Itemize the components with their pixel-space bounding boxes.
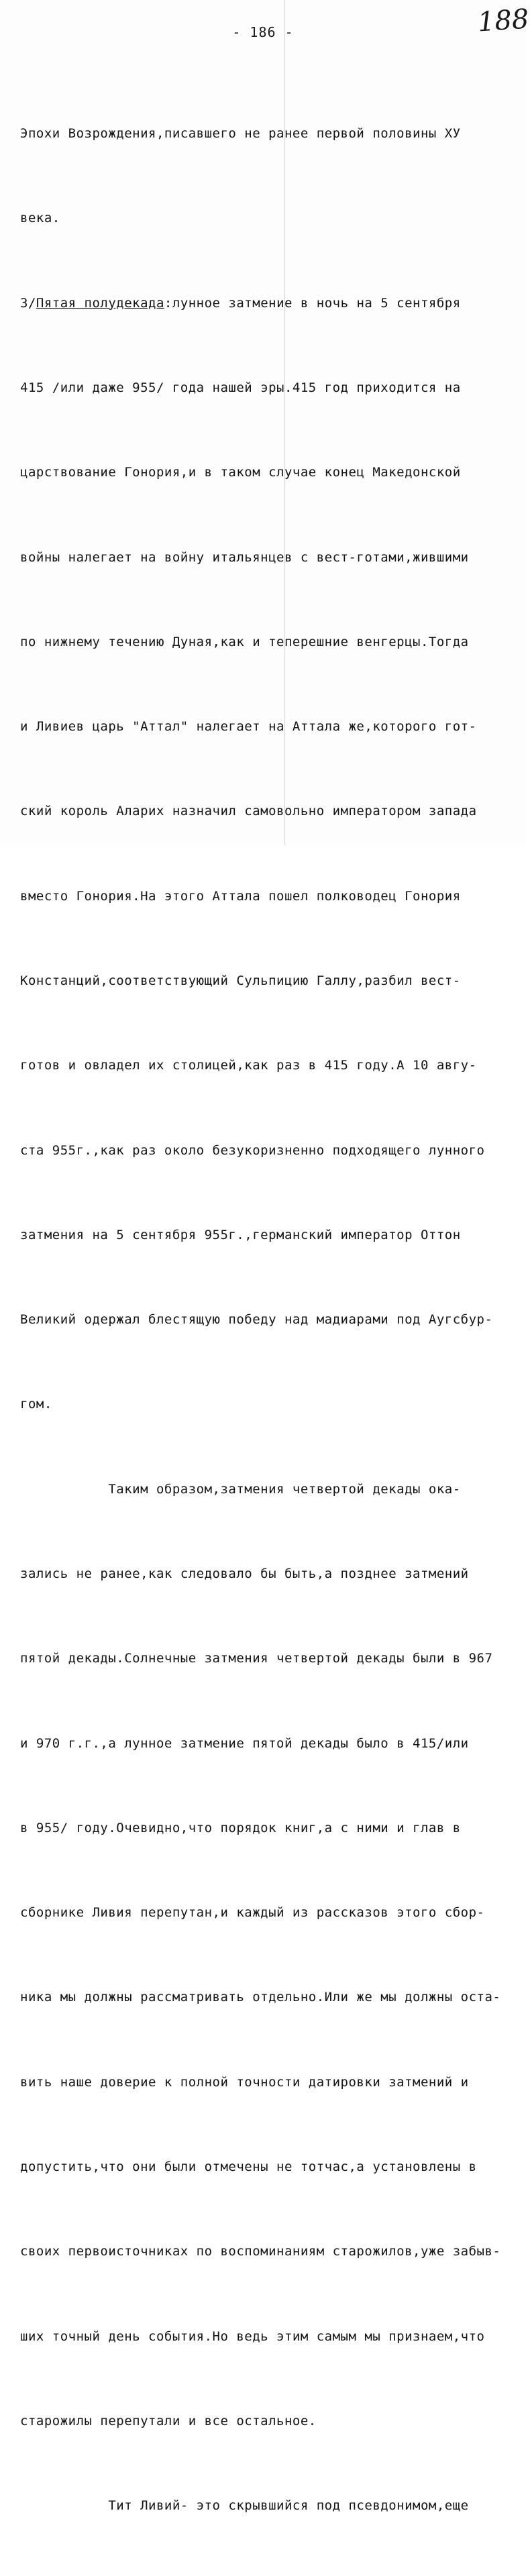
- body-text: [20, 63, 525, 2576]
- text-line: века.: [20, 211, 60, 226]
- text-line: и 970 г.г.,а лунное затмение пятой декады было в 415/или: [20, 1735, 469, 1751]
- text-line: войны налегает на войну итальянцев с вест-готами,жившими: [20, 549, 469, 565]
- section-heading: Пятая полудекада: [36, 295, 164, 311]
- text-line: по нижнему течению Дуная,как и теперешние венгерцы.Тогда: [20, 634, 469, 649]
- section-text: :лунное затмение в ночь на 5 сентября: [164, 295, 461, 311]
- text-line: готов и овладел их столицей,как раз в 415 году.А 10 авгу-: [20, 1058, 477, 1073]
- text-line: затмения на 5 сентября 955г.,германский император Оттон: [20, 1227, 461, 1242]
- text-line: старожилы перепутали и все остальное.: [20, 2413, 317, 2428]
- text-line: пятой декады.Солнечные затмения четвертой декады были в 967: [20, 1651, 493, 1666]
- archive-number: 188: [476, 3, 530, 38]
- text-line: вместо Гонория.На этого Аттала пошел полководец Гонория: [20, 888, 461, 904]
- text-line: зались не ранее,как следовало бы быть,а позднее затмений: [20, 1566, 469, 1581]
- section-number: 3/: [20, 295, 36, 311]
- text-line: допустить,что они были отмечены не тотчас,а установлены в: [20, 2159, 477, 2174]
- text-line: сборнике Ливия перепутан,и каждый из рассказов этого сбор-: [20, 1905, 485, 1921]
- text-line: Констанций,соответствующий Сульпицию Галлу,разбил вест-: [20, 973, 461, 988]
- text-line: в 955/ году.Очевидно,что порядок книг,а с ними и глав в: [20, 1820, 461, 1835]
- text-line: вить наше доверие к полной точности датировки затмений и: [20, 2074, 469, 2090]
- text-line: и Ливиев царь "Аттал" налегает на Аттала же,которого гот-: [20, 719, 477, 735]
- text-line: Тит Ливий- это скрывшийся под псевдонимом,еще: [20, 2498, 469, 2514]
- text-line: ский король Аларих назначил самовольно императором запада: [20, 804, 477, 819]
- text-line: ника мы должны рассматривать отдельно.Или же мы должны оста-: [20, 1990, 501, 2005]
- text-line: ших точный день события.Но ведь этим самым мы признаем,что: [20, 2328, 485, 2344]
- text-line: гом.: [20, 1397, 52, 1412]
- text-line: 415 /или даже 955/ года нашей эры.415 год приходится на: [20, 380, 461, 396]
- text-line: своих первоисточниках по воспоминаниям старожилов,уже забыв-: [20, 2244, 501, 2259]
- text-line: ста 955г.,как раз около безукоризненно подходящего лунного: [20, 1142, 485, 1158]
- text-line: Великий одержал блестящую победу над мадиарами под Аугсбур-: [20, 1312, 493, 1328]
- page-number: - 186 -: [232, 24, 294, 40]
- text-line: Эпохи Возрождения,писавшего не ранее первой половины ХУ: [20, 126, 461, 142]
- text-line: [20, 289, 525, 317]
- text-line: царствование Гонория,и в таком случае конец Македонской: [20, 465, 461, 480]
- text-line: Таким образом,затмения четвертой декады ока-: [20, 1481, 461, 1497]
